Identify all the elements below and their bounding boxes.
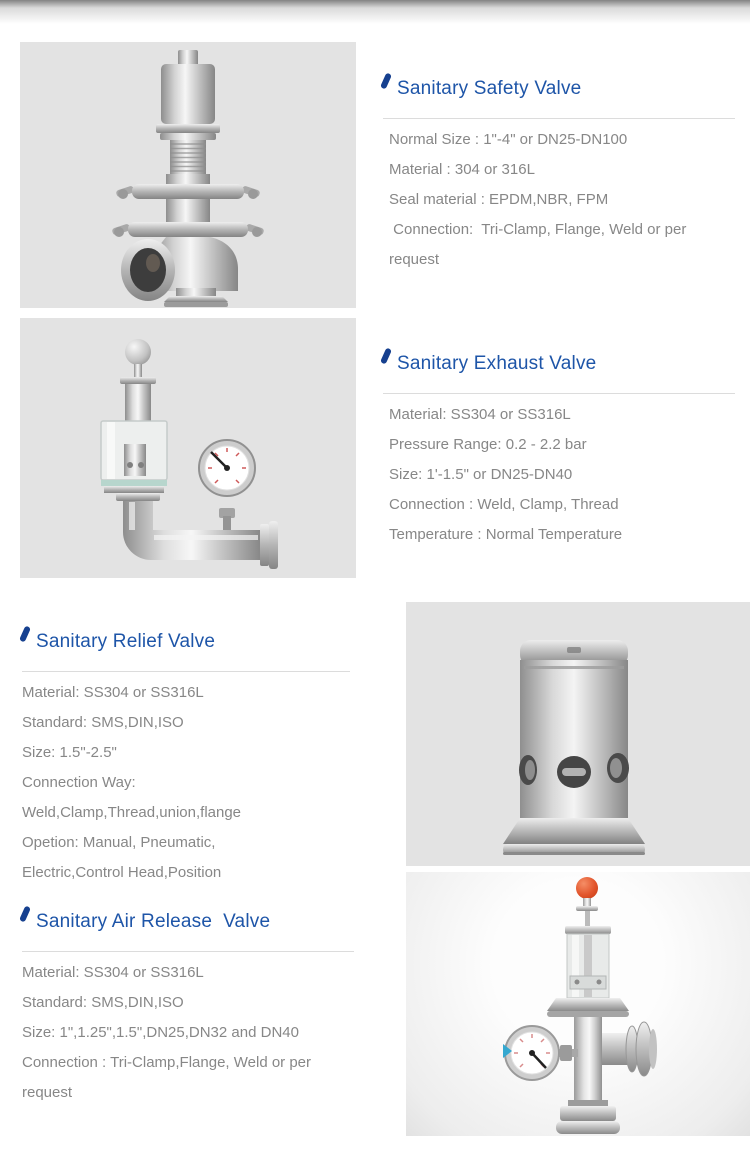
divider xyxy=(383,393,735,394)
section-heading xyxy=(22,629,350,655)
section-heading xyxy=(22,909,354,935)
spec-line: Normal Size : 1"-4" or DN25-DN100 xyxy=(389,131,628,148)
spec-line: Size: 1'-1.5" or DN25-DN40 xyxy=(389,466,573,483)
spec-line: Standard: SMS,DIN,ISO xyxy=(22,714,184,731)
spec-line: Standard: SMS,DIN,ISO xyxy=(22,994,184,1011)
slash-icon xyxy=(19,625,31,642)
slash-icon xyxy=(19,905,31,922)
section-title: Sanitary Air Release Valve xyxy=(36,911,271,932)
section-title: Sanitary Relief Valve xyxy=(36,631,216,652)
section-sanitary-air-release-valve xyxy=(22,909,354,1108)
divider xyxy=(383,118,735,119)
spec-list xyxy=(383,125,735,275)
safety-valve-illustration xyxy=(20,42,356,308)
spec-line: Connection : Tri-Clamp,Flange, Weld or per request xyxy=(22,1054,316,1101)
section-title: Sanitary Exhaust Valve xyxy=(397,353,597,374)
section-sanitary-relief-valve xyxy=(22,629,350,888)
slash-icon xyxy=(380,72,392,89)
spec-list xyxy=(383,400,735,550)
section-heading xyxy=(383,351,735,377)
spec-line: Opetion: Manual, Pneumatic, xyxy=(22,834,216,851)
spec-line: Connection Way: xyxy=(22,774,136,791)
spec-line: Size: 1",1.25",1.5",DN25,DN32 and DN40 xyxy=(22,1024,299,1041)
spec-list xyxy=(22,958,354,1108)
section-heading xyxy=(383,76,735,102)
divider xyxy=(22,671,350,672)
spec-line: Electric,Control Head,Position xyxy=(22,864,222,881)
spec-line: Connection: Tri-Clamp, Flange, Weld or per request xyxy=(389,221,691,268)
sanitary-air-release-valve-gauge-photo xyxy=(406,872,750,1136)
spec-line: Temperature : Normal Temperature xyxy=(389,526,623,543)
sanitary-safety-valve-photo xyxy=(20,42,356,308)
sanitary-air-release-valve-photo xyxy=(406,602,750,866)
section-title: Sanitary Safety Valve xyxy=(397,78,582,99)
spec-line: Material : 304 or 316L xyxy=(389,161,535,178)
spec-line: Size: 1.5"-2.5" xyxy=(22,744,117,761)
slash-icon xyxy=(380,347,392,364)
top-section-shadow xyxy=(0,0,750,26)
spec-line: Material: SS304 or SS316L xyxy=(22,684,204,701)
divider xyxy=(22,951,354,952)
spec-line: Seal material : EPDM,NBR, FPM xyxy=(389,191,609,208)
section-sanitary-exhaust-valve xyxy=(383,351,735,550)
spec-list xyxy=(22,678,350,888)
section-sanitary-safety-valve xyxy=(383,76,735,275)
sanitary-exhaust-valve-photo xyxy=(20,318,356,578)
exhaust-valve-illustration xyxy=(20,318,356,578)
spec-line: Weld,Clamp,Thread,union,flange xyxy=(22,804,242,821)
spec-line: Connection : Weld, Clamp, Thread xyxy=(389,496,619,513)
air-release-valve-illustration xyxy=(406,602,750,866)
spec-line: Pressure Range: 0.2 - 2.2 bar xyxy=(389,436,587,453)
spec-line: Material: SS304 or SS316L xyxy=(389,406,571,423)
spec-line: Material: SS304 or SS316L xyxy=(22,964,204,981)
air-release-valve-gauge-illustration xyxy=(406,872,750,1136)
